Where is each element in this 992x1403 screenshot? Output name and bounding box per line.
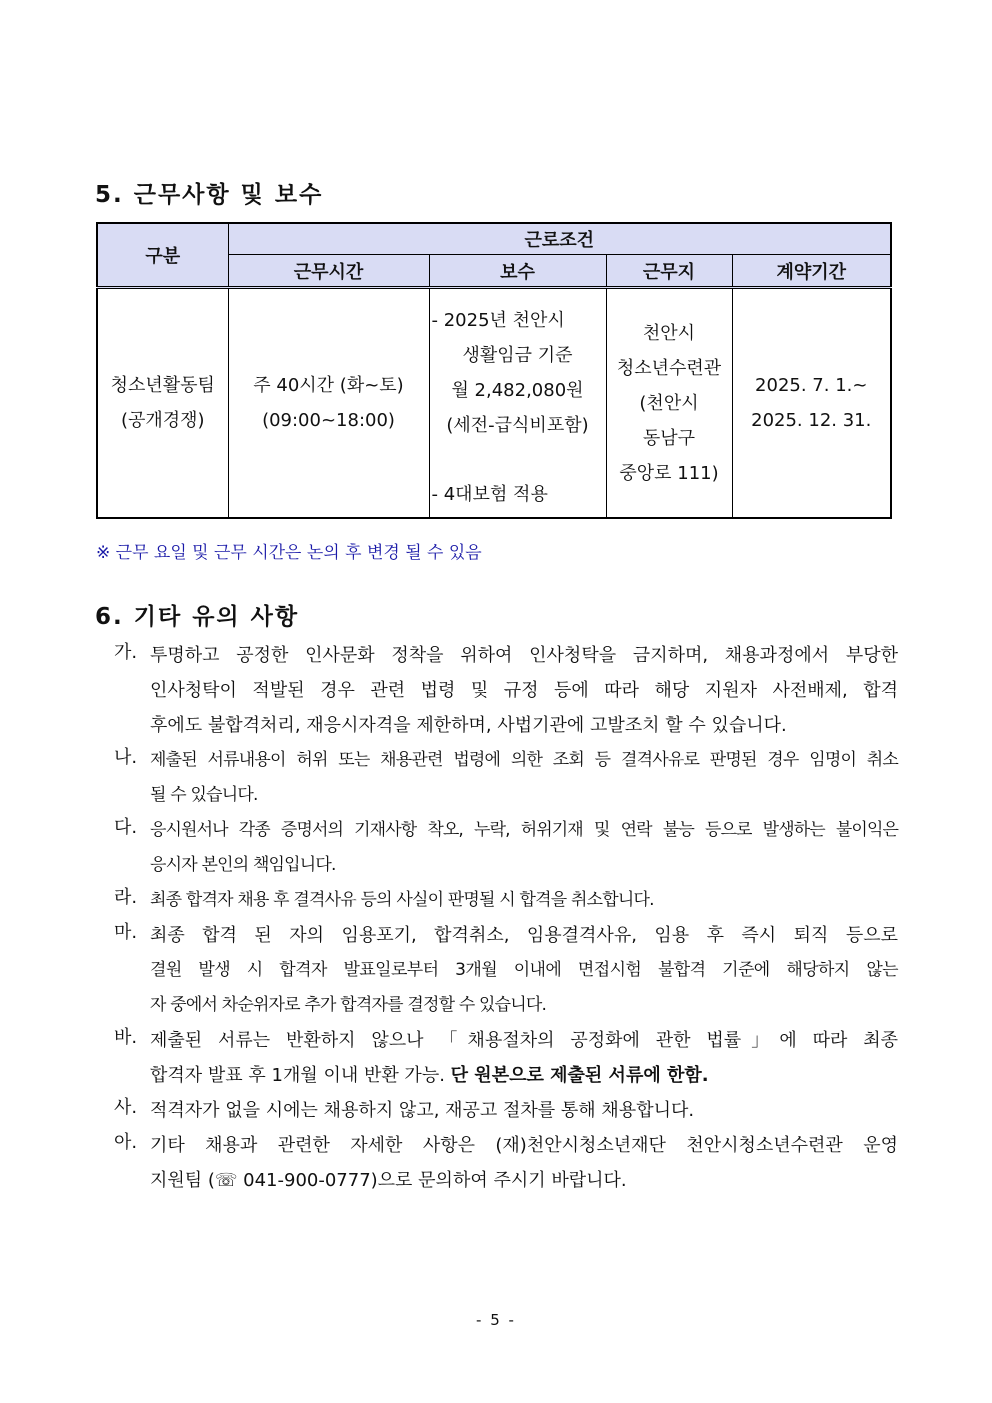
item-text: 최종 합격 된 자의 임용포기, 합격취소, 임용결격사유, 임용 후 즉시 퇴직 등으로 (150, 925, 898, 946)
place-line: 청소년수련관 (616, 357, 722, 379)
cell-hours (228, 288, 429, 519)
item-text: 적격자가 없을 시에는 채용하지 않고, 재공고 절차를 통해 채용합니다. (150, 1100, 695, 1121)
item-mark: 가. (114, 642, 138, 663)
hours-line: (09:00~18:00) (262, 410, 395, 431)
period-line: 2025. 12. 31. (751, 410, 872, 431)
cell-place (606, 288, 732, 519)
item-text: 후에도 불합격처리, 재응시자격을 제한하며, 사법기관에 고발조치 할 수 있습니다. (150, 715, 787, 736)
header-place: 근무지 (606, 255, 732, 288)
work-conditions-table (96, 222, 892, 519)
list-item (114, 743, 898, 813)
item-text: 제출된 서류는 반환하지 않으나 「채용절차의 공정화에 관한 법률」에 따라 최종 (150, 1030, 898, 1051)
cell-category (97, 288, 228, 519)
cell-period (732, 288, 891, 519)
list-item (114, 1128, 898, 1198)
list-item (114, 1093, 898, 1128)
original-docs-emphasis: 단 원본으로 제출된 서류에 한함. (450, 1065, 709, 1086)
place-line: 중앙로 111) (619, 462, 719, 484)
pay-line: (세전-급식비포함) (446, 415, 589, 436)
notice-list (114, 638, 898, 1198)
pay-line: 생활임금 기준 (462, 345, 573, 366)
category-line: (공개경쟁) (120, 410, 205, 431)
list-item (114, 813, 898, 883)
header-pay: 보수 (429, 255, 606, 288)
list-item (114, 918, 898, 1023)
item-mark: 마. (114, 922, 138, 943)
list-item (114, 1023, 898, 1093)
header-conditions: 근로조건 (228, 223, 891, 255)
item-text: 될 수 있습니다. (150, 785, 258, 805)
pay-line: - 2025년 천안시 (431, 310, 565, 331)
item-text: 지원팀 (☏ 041-900-0777)으로 문의하여 주시기 바랍니다. (150, 1170, 627, 1191)
item-mark: 아. (114, 1132, 138, 1153)
page-number: - 5 - (476, 1311, 516, 1329)
item-mark: 라. (114, 887, 138, 908)
item-mark: 나. (114, 747, 138, 768)
item-mark: 다. (114, 817, 138, 838)
item-mark: 바. (114, 1027, 138, 1048)
place-line: (천안시 (639, 392, 699, 414)
place-line: 동남구 (642, 427, 696, 449)
pay-line: 월 2,482,080원 (451, 380, 584, 401)
item-text: 제출된 서류내용이 허위 또는 채용관련 법령에 의한 조회 등 결격사유로 판명된 경우 임명이 취소 (150, 750, 898, 770)
item-text: 인사청탁이 적발된 경우 관련 법령 및 규정 등에 따라 해당 지원자 사전배제, 합격 (150, 680, 898, 701)
list-item (114, 638, 898, 743)
item-text: 자 중에서 차순위자로 추가 합격자를 결정할 수 있습니다. (150, 995, 547, 1015)
section-6-title: 6. 기타 유의 사항 (95, 604, 300, 630)
pay-line: - 4대보험 적용 (431, 484, 548, 505)
header-category: 구분 (97, 223, 228, 288)
item-text (114, 1058, 898, 1093)
hours-line: 주 40시간 (화~토) (253, 375, 404, 396)
header-hours: 근무시간 (228, 255, 429, 288)
schedule-note: ※ 근무 요일 및 근무 시간은 논의 후 변경 될 수 있음 (96, 543, 482, 563)
category-line: 청소년활동팀 (110, 375, 215, 396)
item-text: 응시원서나 각종 증명서의 기재사항 착오, 누락, 허위기재 및 연락 불능 등으로 발생하는 불이익은 (150, 820, 898, 840)
place-line: 천안시 (642, 322, 696, 344)
item-text: 응시자 본인의 책임입니다. (150, 855, 336, 875)
item-mark: 사. (114, 1097, 138, 1118)
cell-pay (429, 288, 606, 519)
list-item (114, 883, 898, 918)
item-text: 결원 발생 시 합격자 발표일로부터 3개월 이내에 면접시험 불합격 기준에 해당하지 않는 (150, 960, 898, 980)
period-line: 2025. 7. 1.~ (755, 375, 868, 396)
item-text: 기타 채용과 관련한 자세한 사항은 (재)천안시청소년재단 천안시청소년수련관 운영 (150, 1135, 898, 1156)
section-5-title: 5. 근무사항 및 보수 (95, 182, 324, 208)
header-period: 계약기간 (732, 255, 891, 288)
return-text: 합격자 발표 후 1개월 이내 반환 가능. (150, 1065, 451, 1086)
item-text: 투명하고 공정한 인사문화 정착을 위하여 인사청탁을 금지하며, 채용과정에서 부당한 (150, 645, 898, 666)
item-text: 최종 합격자 채용 후 결격사유 등의 사실이 판명될 시 합격을 취소합니다. (150, 890, 654, 910)
table-row (97, 288, 891, 519)
